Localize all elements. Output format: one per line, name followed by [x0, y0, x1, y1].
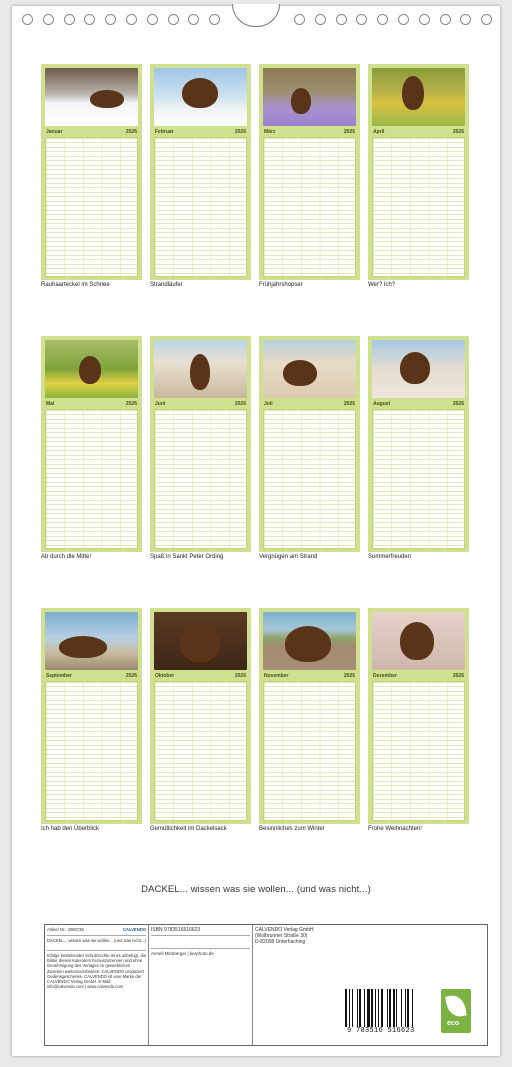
month-year: 2026: [234, 401, 246, 407]
month-card: [41, 336, 142, 552]
binding-ring: [147, 14, 158, 25]
planner-grid: [154, 137, 247, 277]
month-photo: [154, 612, 247, 670]
month-header: [263, 401, 356, 408]
barcode-bar: [401, 989, 402, 1027]
month-year: 2026: [234, 129, 246, 135]
binding-ring: [105, 14, 116, 25]
month-photo: [372, 340, 465, 398]
month-november: [259, 608, 360, 832]
leaf-icon: [445, 994, 467, 1019]
calvendo-logo: CALVENDO: [122, 927, 146, 932]
barcode-bar: [349, 989, 350, 1027]
month-header: [372, 129, 465, 136]
planner-grid: [45, 137, 138, 277]
month-header: [45, 401, 138, 408]
author-credit: Anneli Mirsberger | tierphoto.de: [151, 951, 214, 956]
month-photo: [154, 68, 247, 126]
month-year: 2026: [125, 401, 137, 407]
planner-grid: [154, 409, 247, 549]
month-year: 2026: [343, 401, 355, 407]
calendar-title: DACKEL... wissen was sie wollen... (und was nicht...): [141, 884, 371, 895]
barcode-bar: [393, 989, 395, 1027]
barcode-bar: [367, 989, 370, 1027]
product-info-footer: [44, 924, 488, 1046]
month-photo: [154, 340, 247, 398]
binding-ring: [481, 14, 492, 25]
month-photo: [45, 340, 138, 398]
month-februar: [150, 64, 251, 288]
dachshund-figure: [59, 636, 107, 658]
month-card: [368, 336, 469, 552]
month-caption: Vergnügen am Strand: [259, 554, 318, 560]
planner-grid: [45, 409, 138, 549]
month-card: [259, 64, 360, 280]
month-card: [150, 608, 251, 824]
article-number: Artikel Nr.: 2086736: [47, 927, 84, 932]
month-dezember: [368, 608, 469, 832]
dachshund-figure: [180, 624, 220, 662]
month-märz: [259, 64, 360, 288]
binding-ring: [209, 14, 220, 25]
month-april: [368, 64, 469, 288]
binding-ring: [419, 14, 430, 25]
product-title: DACKEL... wissen was sie wollen... (und was nicht...): [47, 938, 146, 951]
month-caption: Gemütlichkeit im Dackelsack: [150, 826, 227, 832]
barcode-bar: [412, 989, 413, 1027]
binding-ring: [460, 14, 471, 25]
barcode-bar: [378, 989, 379, 1027]
month-year: 2026: [343, 129, 355, 135]
barcode-bar: [405, 989, 406, 1027]
planner-grid: [372, 137, 465, 277]
month-photo: [372, 68, 465, 126]
isbn: ISBN 9783516516623: [151, 927, 250, 936]
month-year: 2026: [452, 401, 464, 407]
binding-ring: [294, 14, 305, 25]
barcode-bar: [407, 989, 409, 1027]
binding-ring: [398, 14, 409, 25]
barcode-bar: [359, 989, 361, 1027]
month-photo: [372, 612, 465, 670]
month-card: [150, 64, 251, 280]
dachshund-figure: [283, 360, 317, 386]
barcode-bar: [371, 989, 373, 1027]
month-mai: [41, 336, 142, 560]
month-card: [259, 336, 360, 552]
planner-grid: [45, 681, 138, 821]
month-caption: Besinnliches zum Winter: [259, 826, 325, 832]
footer-col-article: [45, 925, 149, 1045]
month-year: 2026: [343, 673, 355, 679]
calendar-sheet: [12, 6, 500, 1056]
month-year: 2026: [234, 673, 246, 679]
month-caption: Frühjahrshopser: [259, 282, 303, 288]
planner-grid: [372, 409, 465, 549]
dachshund-figure: [79, 356, 101, 384]
month-header: [154, 673, 247, 680]
dachshund-figure: [182, 78, 218, 108]
dachshund-figure: [90, 90, 124, 108]
publisher-city: D-82008 Unterhaching: [255, 939, 306, 945]
month-caption: Rauhaarteckel im Schnee: [41, 282, 110, 288]
barcode: [343, 989, 438, 1033]
month-name: Juni: [155, 401, 166, 407]
barcode-bar: [352, 989, 353, 1027]
binding-ring: [336, 14, 347, 25]
planner-grid: [263, 409, 356, 549]
planner-grid: [263, 137, 356, 277]
month-august: [368, 336, 469, 560]
month-photo: [263, 612, 356, 670]
binding-ring: [356, 14, 367, 25]
publisher-street: (Wolbrunner Straße 30): [255, 933, 308, 939]
month-header: [263, 673, 356, 680]
month-header: [154, 129, 247, 136]
barcode-bar: [345, 989, 347, 1027]
binding-ring: [64, 14, 75, 25]
month-card: [368, 64, 469, 280]
month-name: Dezember: [373, 673, 397, 679]
eco-label: eco: [447, 1020, 460, 1027]
month-name: November: [264, 673, 289, 679]
month-header: [372, 401, 465, 408]
month-name: Oktober: [155, 673, 175, 679]
planner-grid: [154, 681, 247, 821]
dachshund-figure: [400, 352, 430, 384]
binding-ring: [440, 14, 451, 25]
month-card: [150, 336, 251, 552]
month-name: September: [46, 673, 72, 679]
binding-ring: [126, 14, 137, 25]
month-photo: [45, 68, 138, 126]
eco-badge: [441, 989, 471, 1033]
barcode-bar: [357, 989, 358, 1027]
barcode-bar: [396, 989, 397, 1027]
binding-ring: [22, 14, 33, 25]
month-card: [41, 64, 142, 280]
planner-grid: [263, 681, 356, 821]
month-caption: Sommerfreuden: [368, 554, 412, 560]
month-caption: Wer? Ich?: [368, 282, 396, 288]
month-year: 2026: [125, 673, 137, 679]
month-caption: Spaß in Sankt Peter Ording: [150, 554, 224, 560]
month-header: [45, 129, 138, 136]
binding-ring: [377, 14, 388, 25]
month-photo: [45, 612, 138, 670]
month-header: [154, 401, 247, 408]
barcode-bar: [381, 989, 383, 1027]
binding-ring: [315, 14, 326, 25]
legal-disclaimer: Infolge bestehender Schutzrechte ist es unbefugt, die Bilder dieses Kalenders herauszutrennen und ohne Genehmigung des Verlages zu gewerblichen Zwecken weiterzuverbreiten. CALVENDO produziert Gedenkgeschenke. CALVENDO ist eine Marke der CALVENDO Verlag GmbH. E-Mail: info@calvendo.com | www.calvendo.com: [47, 953, 146, 990]
binding-ring: [168, 14, 179, 25]
barcode-bar: [389, 989, 391, 1027]
dachshund-figure: [400, 622, 434, 660]
month-september: [41, 608, 142, 832]
footer-col-isbn: [149, 925, 253, 1045]
month-name: Januar: [46, 129, 63, 135]
barcode-bar: [387, 989, 388, 1027]
binding-ring: [43, 14, 54, 25]
month-caption: Ab durch die Mitte!: [41, 554, 92, 560]
dachshund-figure: [291, 88, 311, 114]
binding-ring: [84, 14, 95, 25]
barcode-number: 9 783516 516623: [347, 1027, 415, 1035]
month-header: [45, 673, 138, 680]
month-juni: [150, 336, 251, 560]
barcode-bar: [375, 989, 376, 1027]
month-card: [368, 608, 469, 824]
month-name: Februar: [155, 129, 174, 135]
barcode-bar: [364, 989, 365, 1027]
month-juli: [259, 336, 360, 560]
month-name: April: [373, 129, 385, 135]
month-caption: Ich hab den Überblick: [41, 826, 100, 832]
month-year: 2026: [125, 129, 137, 135]
month-card: [41, 608, 142, 824]
month-year: 2026: [452, 129, 464, 135]
dachshund-figure: [285, 626, 331, 662]
month-card: [259, 608, 360, 824]
binding-ring: [188, 14, 199, 25]
month-name: Juli: [264, 401, 273, 407]
month-caption: Frohe Weihnachten!: [368, 826, 422, 832]
month-header: [263, 129, 356, 136]
month-name: März: [264, 129, 276, 135]
month-header: [372, 673, 465, 680]
month-caption: Strandläufer: [150, 282, 183, 288]
month-year: 2026: [452, 673, 464, 679]
publisher-name: CALVENDO Verlag GmbH: [255, 927, 314, 933]
month-name: Mai: [46, 401, 55, 407]
dachshund-figure: [190, 354, 210, 390]
dachshund-figure: [402, 76, 424, 110]
month-photo: [263, 68, 356, 126]
month-name: August: [373, 401, 391, 407]
month-januar: [41, 64, 142, 288]
planner-grid: [372, 681, 465, 821]
month-photo: [263, 340, 356, 398]
month-oktober: [150, 608, 251, 832]
